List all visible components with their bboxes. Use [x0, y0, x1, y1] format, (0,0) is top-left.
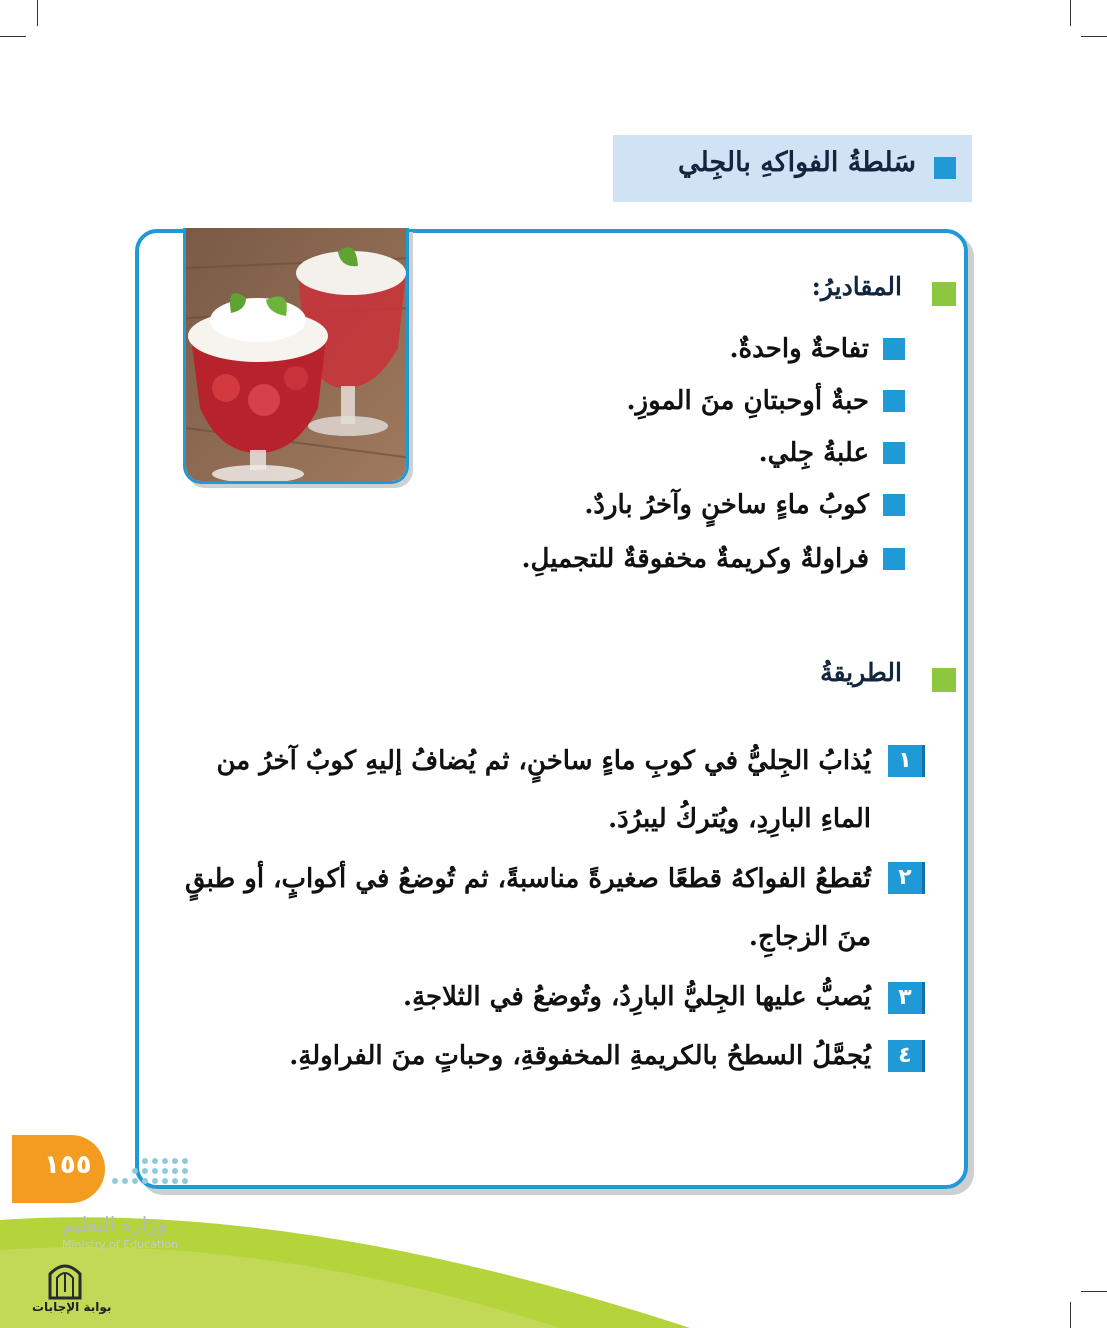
recipe-title: سَلطةُ الفواكهِ بالجِلي	[678, 147, 916, 178]
list-item	[626, 386, 905, 416]
list-item	[729, 334, 905, 364]
ingredient-text: كوبُ ماءٍ ساخنٍ وآخرُ باردٌ.	[584, 490, 869, 520]
portal-label: بوابة الإجابات	[32, 1300, 112, 1314]
ingredient-text: حبةٌ أوحبتانِ منَ الموزِ.	[626, 386, 869, 416]
ingredients-heading	[600, 272, 956, 312]
crop-mark	[37, 0, 38, 26]
list-item	[522, 544, 906, 574]
step-number: ٤	[888, 1040, 925, 1072]
jelly-dessert-photo	[183, 228, 409, 484]
crop-mark	[1081, 36, 1107, 37]
crop-mark	[1070, 1302, 1071, 1328]
bullet-icon	[883, 338, 905, 360]
method-heading	[600, 658, 956, 698]
ingredients-heading-label: المقاديرُ:	[811, 272, 902, 301]
ministry-name: وزارة التعليم	[62, 1212, 167, 1236]
recipe-title-band	[613, 135, 972, 202]
crop-mark	[0, 36, 26, 37]
ingredient-text: علبةُ جِلي.	[758, 438, 869, 468]
list-item	[759, 438, 905, 468]
step-number: ٢	[888, 862, 925, 894]
method-heading-label: الطريقةُ	[820, 658, 902, 687]
step-text: يُصبُّ عليها الجِليُّ البارِدُ، وتُوضعُ في الثلاجةِ.	[403, 982, 871, 1012]
ingredient-text: فراولةٌ وكريمةٌ مخفوقةٌ للتجميلِ.	[521, 544, 869, 574]
step-number: ١	[888, 745, 925, 777]
step-text: تُقطعُ الفواكهُ قطعًا صغيرةً مناسبةً، ثم تُوضعُ في أكوابٍ، أو طبقٍ منَ الزجاجِ.	[184, 864, 871, 952]
section-bullet-icon	[932, 282, 956, 306]
step-text: يُجمَّلُ السطحُ بالكريمةِ المخفوقةِ، وحباتٍ منَ الفراولةِ.	[289, 1041, 871, 1071]
step-text: يُذابُ الجِليُّ في كوبِ ماءٍ ساخنٍ، ثم يُضافُ إليهِ كوبٌ آخرُ من الماءِ البارِدِ، ويُتركُ ليبرُدَ.	[216, 746, 871, 834]
list-item	[584, 490, 905, 520]
portal-logo-icon	[44, 1258, 86, 1300]
bullet-icon	[883, 390, 905, 412]
crop-mark	[1081, 1291, 1107, 1292]
step-number: ٣	[888, 982, 925, 1014]
bullet-icon	[883, 548, 905, 570]
bullet-icon	[883, 494, 905, 516]
bullet-icon	[883, 442, 905, 464]
ingredient-text: تفاحةٌ واحدةٌ.	[729, 334, 869, 364]
crop-mark	[1070, 0, 1071, 26]
ministry-name-en: Ministry of Education	[62, 1238, 179, 1251]
ministry-logo-dots-icon	[95, 1155, 197, 1191]
page-number: ١٥٥	[44, 1150, 92, 1180]
section-bullet-icon	[932, 668, 956, 692]
title-bullet-icon	[934, 157, 956, 179]
